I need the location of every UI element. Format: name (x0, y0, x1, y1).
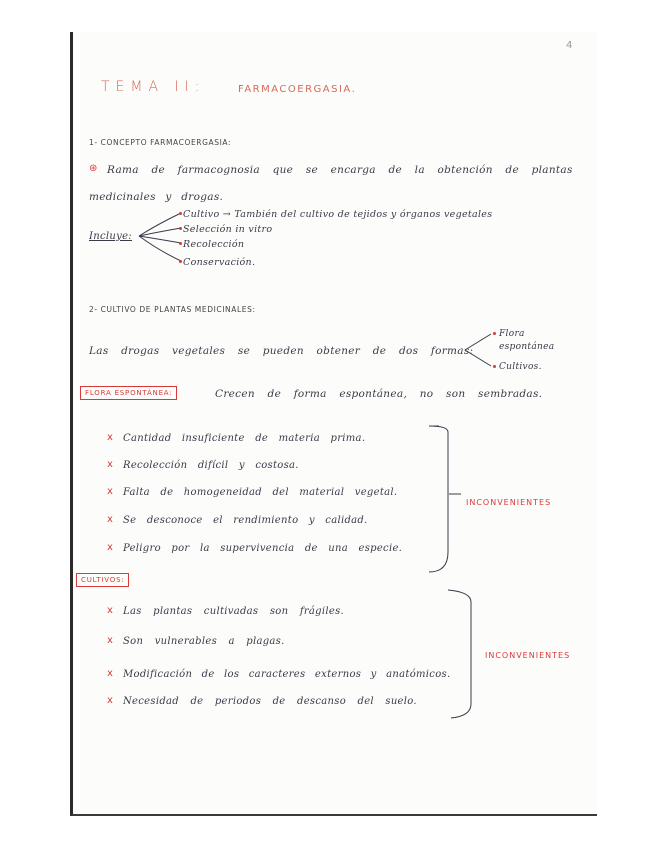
page-number: 4 (566, 40, 573, 51)
includes-item: Selección in vitro (183, 224, 273, 235)
brace (448, 590, 471, 718)
cultivos-inconveniente: Modificación de los caracteres externos y anatómicos. (123, 669, 451, 680)
x-mark-icon: x (107, 514, 113, 525)
x-mark-icon: x (107, 486, 113, 497)
branch-line (139, 236, 181, 243)
bullet-dot-icon (493, 332, 496, 335)
x-mark-icon: x (107, 695, 113, 706)
x-mark-icon: x (107, 605, 113, 616)
brace (429, 426, 448, 572)
branch-line (139, 213, 181, 236)
form-flora-espontanea: Flora espontánea (499, 329, 555, 352)
flora-inconvenientes-label: INCONVENIENTES (466, 498, 552, 507)
asterisk-bullet-icon: ⊛ (89, 163, 98, 174)
flora-espontanea-label: FLORA ESPONTÁNEA: (80, 386, 177, 400)
section2-heading: 2- CULTIVO DE PLANTAS MEDICINALES: (89, 305, 256, 314)
cultivos-inconveniente: Son vulnerables a plagas. (123, 636, 285, 647)
includes-item: Conservación. (183, 257, 256, 268)
cultivos-inconveniente: Necesidad de periodos de descanso del suelo. (123, 696, 417, 707)
cultivos-inconveniente: Las plantas cultivadas son frágiles. (123, 606, 344, 617)
cultivos-label: CULTIVOS: (76, 573, 129, 587)
definition-line-2: medicinales y drogas. (89, 191, 224, 203)
definition-line-1: Rama de farmacognosia que se encarga de la obtención de plantas (107, 164, 573, 176)
hand-drawn-strokes (73, 32, 597, 814)
page-title-name: FARMACOERGASIA. (238, 84, 357, 95)
page-title-tema: TEMA II: (101, 79, 206, 95)
fork-line (465, 350, 491, 366)
bullet-dot-icon (179, 212, 182, 215)
flora-inconveniente: Recolección difícil y costosa. (123, 460, 299, 471)
fork-line (465, 334, 491, 350)
flora-inconveniente: Cantidad insuficiente de materia prima. (123, 433, 366, 444)
includes-label: Incluye: (89, 231, 132, 242)
form-cultivos: Cultivos. (499, 362, 542, 372)
bullet-dot-icon (179, 260, 182, 263)
flora-inconveniente: Peligro por la supervivencia de una especie. (123, 543, 403, 554)
flora-description: Crecen de forma espontánea, no son sembradas. (215, 388, 543, 400)
includes-item: Cultivo → También del cultivo de tejidos y órganos vegetales (183, 209, 493, 220)
obtain-forms-sentence: Las drogas vegetales se pueden obtener de dos formas: (89, 345, 474, 357)
flora-inconveniente: Se desconoce el rendimiento y calidad. (123, 515, 368, 526)
x-mark-icon: x (107, 542, 113, 553)
x-mark-icon: x (107, 635, 113, 646)
section1-heading: 1- CONCEPTO FARMACOERGASIA: (89, 138, 232, 147)
cultivos-inconvenientes-label: INCONVENIENTES (485, 651, 571, 660)
bullet-dot-icon (179, 227, 182, 230)
x-mark-icon: x (107, 459, 113, 470)
x-mark-icon: x (107, 668, 113, 679)
includes-item: Recolección (183, 239, 245, 250)
notebook-page (70, 32, 597, 816)
bullet-dot-icon (179, 242, 182, 245)
bullet-dot-icon (493, 365, 496, 368)
flora-inconveniente: Falta de homogeneidad del material vegetal. (123, 487, 398, 498)
x-mark-icon: x (107, 432, 113, 443)
